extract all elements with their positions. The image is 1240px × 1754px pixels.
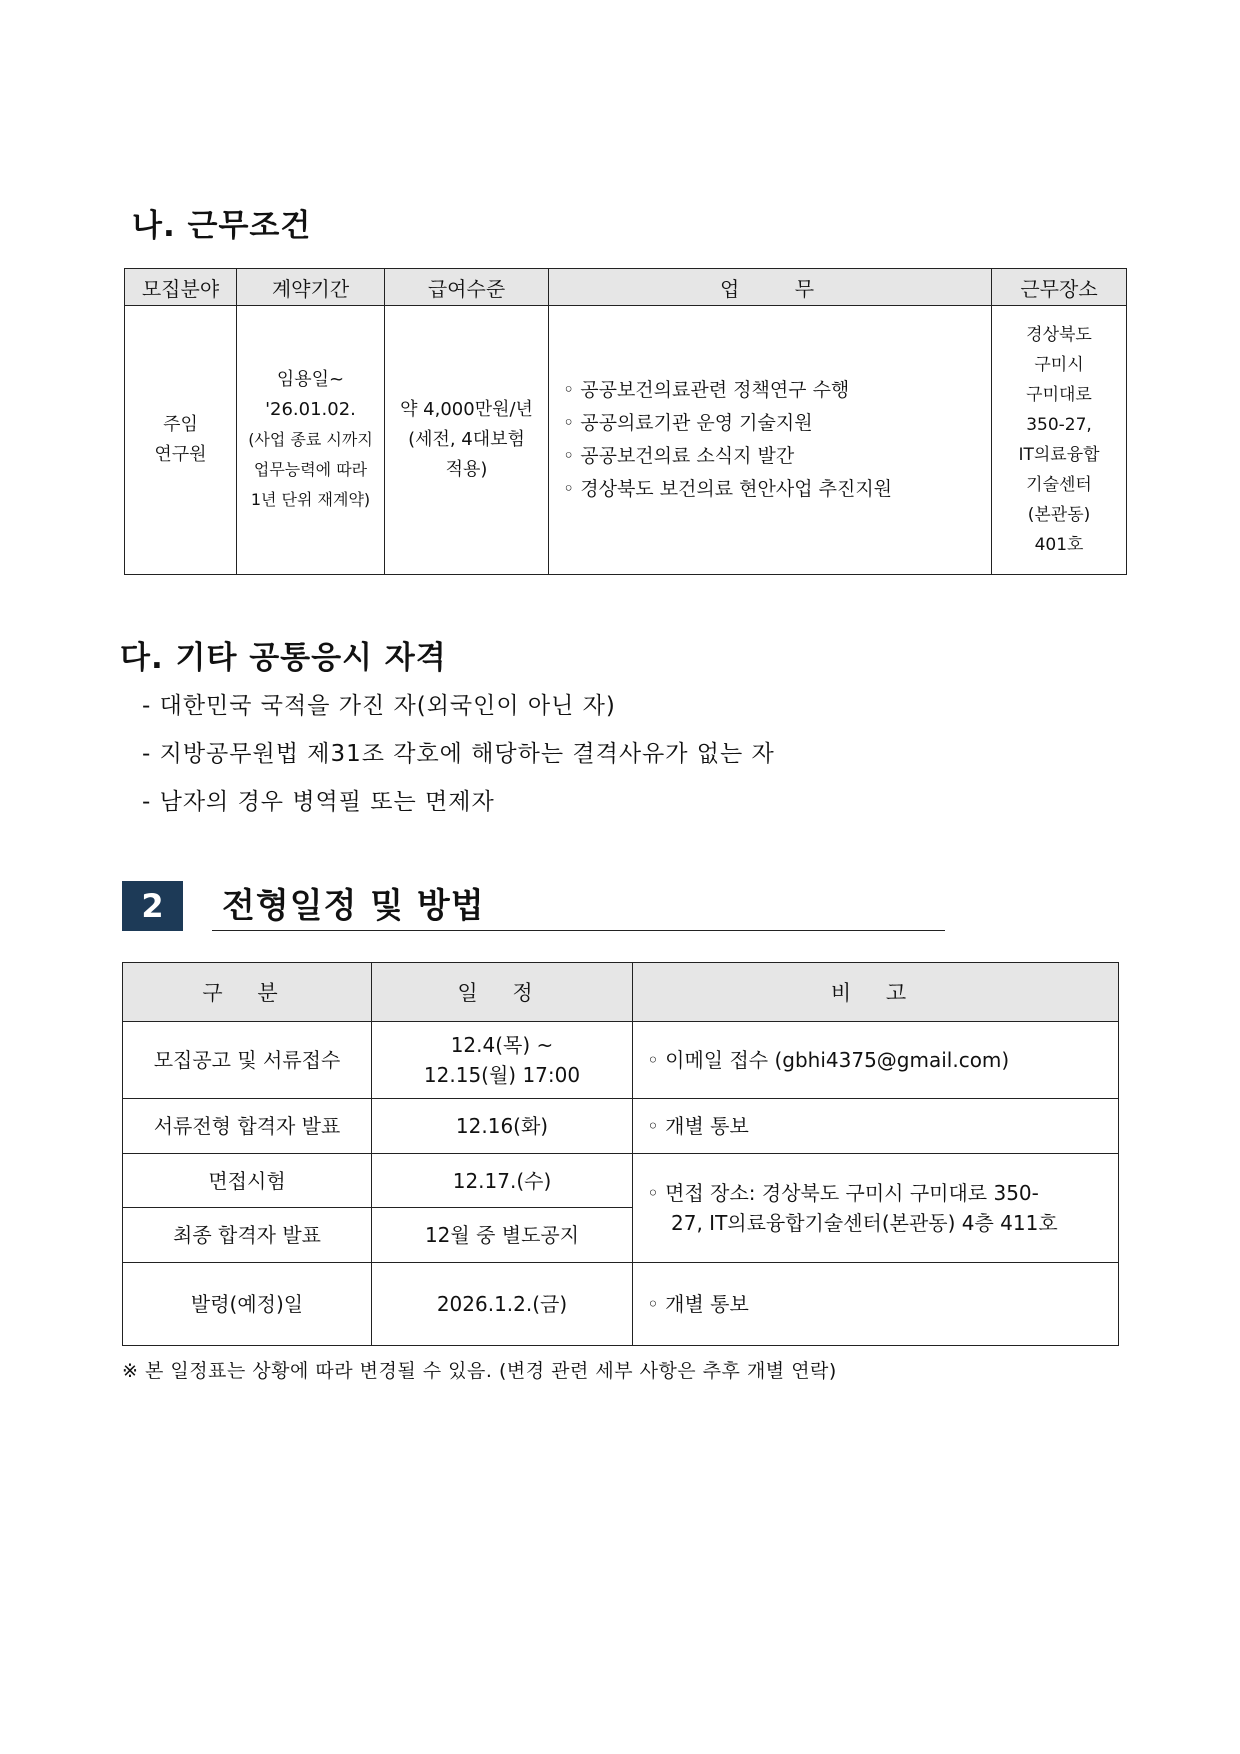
cell-date: 12월 중 별도공지 (372, 1208, 633, 1263)
list-item: - 대한민국 국적을 가진 자(외국인이 아닌 자) (142, 693, 616, 719)
header-period: 계약기간 (237, 269, 385, 306)
section-heading-eligibility: 다. 기타 공통응시 자격 (120, 640, 447, 676)
table-row (123, 1154, 1119, 1208)
header-remarks: 비 고 (633, 963, 1119, 1022)
cell-date: 2026.1.2.(금) (372, 1263, 633, 1346)
list-item: - 지방공무원법 제31조 각호에 해당하는 결격사유가 없는 자 (142, 741, 775, 767)
section-title-schedule: 전형일정 및 방법 (222, 886, 485, 926)
header-category: 구 분 (123, 963, 372, 1022)
work-conditions-table (124, 268, 1127, 575)
cell-date: 12.16(화) (372, 1099, 633, 1154)
cell-place: 경상북도 구미시 구미대로 350-27, IT의료융합 기술센터 (본관동) 401호 (992, 306, 1127, 575)
cell-remark: ◦ 개별 통보 (633, 1263, 1119, 1346)
table-header-row (125, 269, 1127, 306)
cell-category: 최종 합격자 발표 (123, 1208, 372, 1263)
list-item: - 남자의 경우 병역필 또는 면제자 (142, 789, 495, 815)
cell-category: 서류전형 합격자 발표 (123, 1099, 372, 1154)
table-row (123, 1099, 1119, 1154)
header-schedule: 일 정 (372, 963, 633, 1022)
title-underline (212, 930, 945, 931)
table-row (125, 306, 1127, 575)
duty-item: ◦ 공공의료기관 운영 기술지원 (563, 412, 813, 434)
cell-category: 모집공고 및 서류접수 (123, 1022, 372, 1099)
header-duties: 업 무 (549, 269, 992, 306)
duty-item: ◦ 경상북도 보건의료 현안사업 추진지원 (563, 478, 893, 500)
cell-date: 12.4(목) ~ 12.15(월) 17:00 (372, 1022, 633, 1099)
cell-date: 12.17.(수) (372, 1154, 633, 1208)
header-field: 모집분야 (125, 269, 237, 306)
table-row (123, 1022, 1119, 1099)
cell-salary: 약 4,000만원/년 (세전, 4대보험 적용) (385, 306, 549, 575)
cell-category: 발령(예정)일 (123, 1263, 372, 1346)
header-place: 근무장소 (992, 269, 1127, 306)
duty-item: ◦ 공공보건의료관련 정책연구 수행 (563, 379, 850, 401)
schedule-footnote: ※ 본 일정표는 상황에 따라 변경될 수 있음. (변경 관련 세부 사항은 추후 개별 연락) (122, 1360, 837, 1382)
cell-remark-interview-location: ◦ 면접 장소: 경상북도 구미시 구미대로 350- 27, IT의료융합기술센터(본관동) 4층 411호 (633, 1154, 1119, 1263)
eligibility-list (142, 686, 775, 830)
cell-field: 주임 연구원 (125, 306, 237, 575)
schedule-table (122, 962, 1119, 1346)
cell-category: 면접시험 (123, 1154, 372, 1208)
section-heading-work-conditions: 나. 근무조건 (132, 208, 312, 244)
cell-period: 임용일~ '26.01.02. (사업 종료 시까지 업무능력에 따라 1년 단위 재계약) (237, 306, 385, 575)
section-number-badge: 2 (122, 881, 183, 931)
table-row (123, 1263, 1119, 1346)
header-salary: 급여수준 (385, 269, 549, 306)
cell-duties (549, 306, 992, 575)
duty-item: ◦ 공공보건의료 소식지 발간 (563, 445, 795, 467)
cell-remark: ◦ 이메일 접수 (gbhi4375@gmail.com) (633, 1022, 1119, 1099)
table-header-row (123, 963, 1119, 1022)
cell-remark: ◦ 개별 통보 (633, 1099, 1119, 1154)
